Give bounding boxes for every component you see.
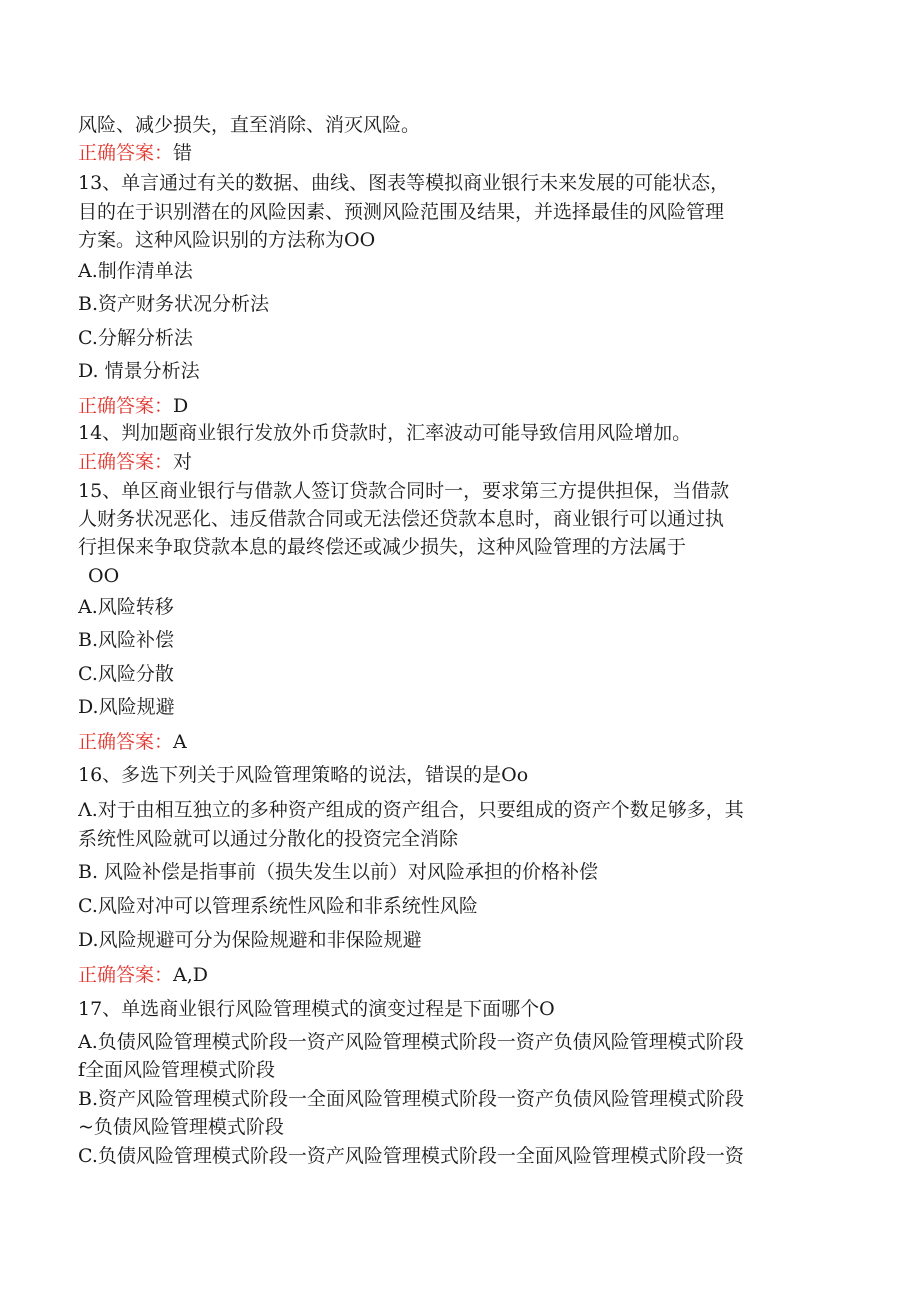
answer-line bbox=[78, 393, 848, 419]
answer-label: 正确答案： bbox=[78, 142, 174, 164]
option-b-line-2: ~负债风险管理模式阶段 bbox=[78, 1116, 284, 1138]
question-15-line-4: OO bbox=[88, 565, 120, 587]
answer-label: 正确答案： bbox=[78, 395, 174, 417]
option-a-line-1: Λ.对于由相互独立的多种资产组成的资产组合，只要组成的资产个数足够多，其 bbox=[78, 799, 744, 821]
answer-line bbox=[78, 729, 848, 755]
answer-label: 正确答案： bbox=[78, 451, 174, 473]
option-a: A.制作清单法 bbox=[78, 260, 193, 282]
answer-value: A,D bbox=[173, 964, 209, 986]
option-c: C.分解分析法 bbox=[78, 327, 193, 349]
option-b: B.资产财务状况分析法 bbox=[78, 293, 270, 315]
option-a: A.风险转移 bbox=[78, 596, 174, 618]
answer-value: 错 bbox=[173, 142, 193, 164]
option-d: D.风险规避可分为保险规避和非保险规避 bbox=[78, 929, 422, 951]
option-c-line-1: C.负债风险管理模式阶段一资产风险管理模式阶段一全面风险管理模式阶段一资 bbox=[78, 1145, 744, 1167]
option-a-line-2: 系统性风险就可以通过分散化的投资完全消除 bbox=[78, 828, 459, 850]
answer-value: D bbox=[173, 395, 189, 417]
question-15-line-1: 15、单区商业银行与借款人签订贷款合同时一，要求第三方提供担保，当借款 bbox=[78, 480, 730, 502]
text-line: 风险、减少损失，直至消除、消灭风险。 bbox=[78, 114, 421, 136]
answer-line bbox=[78, 962, 848, 988]
option-d: D.风险规避 bbox=[78, 696, 175, 718]
question-15-line-2: 人财务状况恶化、违反借款合同或无法偿还贷款本息时，商业银行可以通过执 bbox=[78, 508, 725, 530]
option-d: D. 情景分析法 bbox=[78, 360, 200, 382]
option-a-line-1: A.负债风险管理模式阶段一资产风险管理模式阶段一资产负债风险管理模式阶段 bbox=[78, 1031, 744, 1053]
option-b: B.风险补偿 bbox=[78, 629, 175, 651]
question-13-line-1: 13、单言通过有关的数据、曲线、图表等模拟商业银行未来发展的可能状态， bbox=[78, 172, 730, 194]
option-b-line-1: B.资产风险管理模式阶段一全面风险管理模式阶段一资产负债风险管理模式阶段 bbox=[78, 1088, 745, 1110]
question-16: 16、多选下列关于风险管理策略的说法，错误的是Oo bbox=[78, 764, 529, 786]
answer-value: A bbox=[173, 731, 187, 753]
option-b: B. 风险补偿是指事前（损失发生以前）对风险承担的价格补偿 bbox=[78, 861, 599, 883]
answer-label: 正确答案： bbox=[78, 731, 174, 753]
question-13-line-3: 方案。这种风险识别的方法称为OO bbox=[78, 229, 376, 251]
option-c: C.风险分散 bbox=[78, 663, 174, 685]
answer-line bbox=[78, 140, 848, 166]
answer-line bbox=[78, 449, 848, 475]
answer-label: 正确答案： bbox=[78, 964, 174, 986]
question-13-line-2: 目的在于识别潜在的风险因素、预测风险范围及结果，并选择最佳的风险管理 bbox=[78, 201, 725, 223]
option-a-line-2: f全面风险管理模式阶段 bbox=[78, 1059, 276, 1081]
question-14: 14、判加题商业银行发放外币贷款时，汇率波动可能导致信用风险增加。 bbox=[78, 422, 692, 444]
question-15-line-3: 行担保来争取贷款本息的最终偿还或减少损失，这种风险管理的方法属于 bbox=[78, 536, 687, 558]
question-17: 17、单选商业银行风险管理模式的演变过程是下面哪个O bbox=[78, 998, 555, 1020]
answer-value: 对 bbox=[173, 451, 193, 473]
option-c: C.风险对冲可以管理系统性风险和非系统性风险 bbox=[78, 895, 478, 917]
